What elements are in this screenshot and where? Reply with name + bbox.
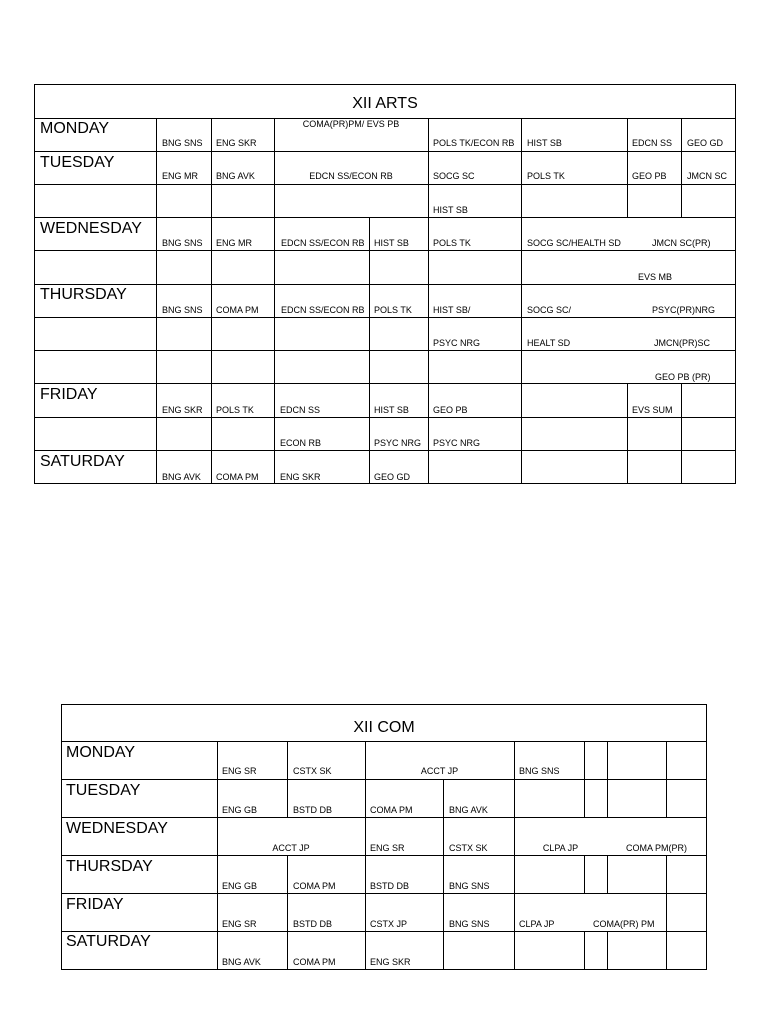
grid-line — [443, 779, 444, 970]
day-friday: FRIDAY — [40, 386, 98, 403]
grid-line — [34, 250, 736, 251]
cell: BNG SNS — [162, 305, 203, 315]
cell: ENG SR — [222, 919, 257, 929]
cell: POLS TK/ECON RB — [433, 138, 515, 148]
cell: SOCG SC/HEALTH SD — [527, 238, 621, 248]
cell: CLPA JP — [542, 843, 579, 853]
cell: PSYC(PR)NRG — [652, 305, 716, 315]
cell: JMCN SC(PR) — [652, 238, 711, 248]
grid-line — [61, 893, 707, 894]
cell: COMA PM(PR) — [625, 843, 687, 853]
grid-line — [61, 704, 62, 970]
cell: POLS TK — [374, 305, 412, 315]
cell: ENG SR — [222, 766, 257, 776]
grid-line — [211, 118, 212, 484]
arts-title: XII ARTS — [352, 95, 418, 112]
grid-line — [369, 217, 370, 484]
cell: ENG SKR — [216, 138, 257, 148]
grid-line — [706, 704, 707, 970]
day-wednesday: WEDNESDAY — [66, 820, 168, 837]
grid-line — [34, 483, 736, 484]
grid-line — [607, 741, 608, 817]
cell: POLS TK — [527, 171, 565, 181]
cell: HIST SB — [374, 405, 409, 415]
cell: COMA PM — [293, 957, 336, 967]
cell: GEO GD — [374, 472, 411, 482]
cell: EVS SUM — [632, 405, 673, 415]
cell: ENG MR — [216, 238, 252, 248]
grid-line — [34, 383, 736, 384]
day-saturday: SATURDAY — [40, 453, 125, 470]
cell: CLPA JP — [519, 919, 555, 929]
grid-line — [735, 84, 736, 484]
day-thursday: THURSDAY — [40, 286, 127, 303]
grid-line — [521, 118, 522, 484]
cell: ACCT JP — [420, 766, 459, 776]
cell: COMA PM — [216, 305, 259, 315]
cell: EDCN SS/ECON RB — [281, 305, 365, 315]
day-wednesday: WEDNESDAY — [40, 220, 142, 237]
cell: COMA PM — [370, 805, 413, 815]
cell: ENG GB — [222, 881, 258, 891]
cell: BNG AVK — [162, 472, 201, 482]
cell: COMA PM — [293, 881, 336, 891]
cell: BNG SNS — [162, 138, 203, 148]
grid-line — [61, 931, 707, 932]
grid-line — [666, 855, 667, 970]
day-monday: MONDAY — [66, 744, 136, 761]
grid-line — [681, 383, 682, 484]
cell: JMCN SC — [687, 171, 727, 181]
grid-line — [61, 969, 707, 970]
cell: CSTX SK — [449, 843, 488, 853]
grid-line — [61, 704, 707, 705]
grid-line — [287, 855, 288, 970]
day-thursday: THURSDAY — [66, 858, 153, 875]
grid-line — [34, 151, 736, 152]
grid-line — [61, 817, 707, 818]
cell: PSYC NRG — [433, 438, 481, 448]
cell: SOCG SC — [433, 171, 475, 181]
grid-line — [584, 931, 585, 970]
cell: HIST SB/ — [433, 305, 471, 315]
grid-line — [61, 741, 707, 742]
cell: EVS MB — [638, 272, 673, 282]
grid-line — [156, 118, 157, 484]
day-monday: MONDAY — [40, 120, 110, 137]
day-friday: FRIDAY — [66, 896, 124, 913]
grid-line — [34, 417, 736, 418]
cell: CSTX JP — [370, 919, 408, 929]
grid-line — [34, 350, 736, 351]
cell: HEALT SD — [527, 338, 571, 348]
grid-line — [607, 855, 608, 893]
cell: HIST SB — [374, 238, 409, 248]
cell: BSTD DB — [370, 881, 410, 891]
grid-line — [34, 217, 736, 218]
cell: COMA(PR) PM — [593, 919, 655, 929]
grid-line — [607, 931, 608, 970]
cell: PSYC NRG — [374, 438, 422, 448]
cell: EDCN SS — [632, 138, 673, 148]
cell: EDCN SS — [280, 405, 321, 415]
cell: ECON RB — [280, 438, 322, 448]
grid-line — [34, 284, 736, 285]
grid-line — [287, 741, 288, 817]
grid-line — [584, 741, 585, 817]
grid-line — [217, 741, 218, 970]
cell: EDCN SS/ECON RB — [281, 238, 365, 248]
cell: ACCT JP — [272, 843, 310, 853]
day-tuesday: TUESDAY — [40, 154, 115, 171]
cell: BNG AVK — [216, 171, 255, 181]
cell: GEO GD — [687, 138, 724, 148]
cell: EDCN SS/ECON RB — [309, 171, 393, 181]
grid-line — [627, 383, 628, 484]
grid-line — [34, 450, 736, 451]
cell: HIST SB — [433, 205, 468, 215]
cell: JMCN(PR)SC — [654, 338, 710, 348]
cell: ENG GB — [222, 805, 258, 815]
cell: ENG SR — [370, 843, 405, 853]
cell: BSTD DB — [293, 805, 333, 815]
cell: GEO PB (PR) — [655, 372, 711, 382]
cell: CSTX SK — [293, 766, 332, 776]
cell: ENG SKR — [162, 405, 203, 415]
day-saturday: SATURDAY — [66, 933, 151, 950]
grid-line — [34, 84, 736, 85]
cell: COMA(PR)PM/ EVS PB — [302, 119, 400, 129]
cell: BSTD DB — [293, 919, 333, 929]
cell: BNG AVK — [222, 957, 261, 967]
grid-line — [61, 855, 707, 856]
cell: BNG SNS — [449, 919, 490, 929]
grid-line — [61, 779, 707, 780]
cell: BNG SNS — [519, 766, 560, 776]
grid-line — [34, 317, 736, 318]
cell: PSYC NRG — [433, 338, 481, 348]
day-tuesday: TUESDAY — [66, 782, 141, 799]
cell: ENG SKR — [370, 957, 411, 967]
grid-line — [627, 118, 628, 217]
cell: GEO PB — [632, 171, 667, 181]
grid-line — [584, 855, 585, 893]
cell: BNG SNS — [449, 881, 490, 891]
grid-line — [428, 118, 429, 484]
cell: ENG MR — [162, 171, 198, 181]
cell: POLS TK — [433, 238, 471, 248]
cell: COMA PM — [216, 472, 259, 482]
grid-line — [514, 741, 515, 970]
cell: GEO PB — [433, 405, 468, 415]
grid-line — [34, 184, 736, 185]
grid-line — [666, 741, 667, 817]
cell: HIST SB — [527, 138, 562, 148]
com-title: XII COM — [353, 719, 415, 736]
cell: BNG AVK — [449, 805, 488, 815]
grid-line — [34, 84, 35, 484]
cell: ENG SKR — [280, 472, 321, 482]
cell: POLS TK — [216, 405, 254, 415]
cell: SOCG SC/ — [527, 305, 572, 315]
grid-line — [681, 118, 682, 217]
cell: BNG SNS — [162, 238, 203, 248]
